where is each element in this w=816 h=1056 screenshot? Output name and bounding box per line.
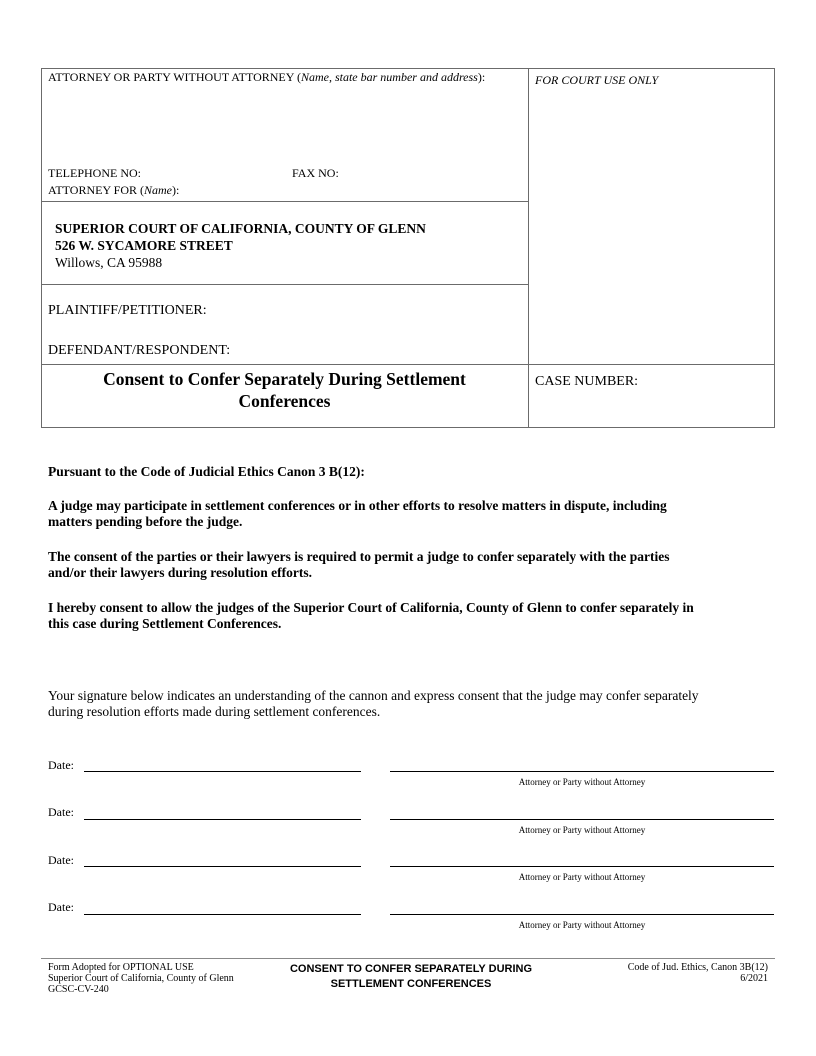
court-name: SUPERIOR COURT OF CALIFORNIA, COUNTY OF GLENN [55, 221, 426, 236]
form-title: Consent to Confer Separately During Settlement Conferences [103, 369, 466, 411]
fax-label: FAX NO: [292, 166, 339, 180]
signature-caption: Attorney or Party without Attorney [518, 920, 646, 930]
date-label: Date: [48, 900, 74, 914]
signature-caption: Attorney or Party without Attorney [518, 872, 646, 882]
defendant-label: DEFENDANT/RESPONDENT: [48, 343, 231, 358]
attorney-label: ATTORNEY OR PARTY WITHOUT ATTORNEY (Name, state bar number and address): [48, 70, 486, 84]
signature-field[interactable] [390, 771, 774, 772]
date-label: Date: [48, 805, 74, 819]
court-city: Willows, CA 95988 [55, 255, 163, 270]
footer-form-title: CONSENT TO CONFER SEPARATELY DURING SETTLEMENT CONFERENCES [289, 963, 533, 990]
footer-rule [41, 958, 775, 959]
signature-field[interactable] [390, 866, 774, 867]
attorney-for-label: ATTORNEY FOR (Name): [48, 183, 180, 197]
divider-title [41, 364, 775, 365]
case-number-label: CASE NUMBER: [535, 374, 639, 389]
date-field[interactable] [84, 771, 361, 772]
paragraph-consent-required: The consent of the parties or their lawyers is required to permit a judge to confer separately with the parties and/or their lawyers during resolution efforts. [48, 549, 670, 580]
court-street: 526 W. SYCAMORE STREET [55, 238, 233, 253]
date-label: Date: [48, 758, 74, 772]
date-label: Date: [48, 853, 74, 867]
footer-right: Code of Jud. Ethics, Canon 3B(12) 6/2021 [627, 962, 768, 984]
date-field[interactable] [84, 914, 361, 915]
caption-divider [528, 68, 529, 428]
divider-court [41, 201, 528, 202]
plaintiff-label: PLAINTIFF/PETITIONER: [48, 303, 207, 318]
date-field[interactable] [84, 819, 361, 820]
signature-caption: Attorney or Party without Attorney [518, 825, 646, 835]
court-use-label: FOR COURT USE ONLY [535, 73, 659, 87]
signature-note: Your signature below indicates an understanding of the cannon and express consent that the judge may confer separately during resolution efforts made during settlement conferences. [48, 688, 699, 719]
divider-parties [41, 284, 528, 285]
footer-left: Form Adopted for OPTIONAL USE Superior Court of California, County of Glenn GCSC-CV-240 [48, 962, 234, 995]
pursuant-heading: Pursuant to the Code of Judicial Ethics Canon 3 B(12): [48, 464, 365, 479]
signature-field[interactable] [390, 819, 774, 820]
signature-caption: Attorney or Party without Attorney [518, 777, 646, 787]
date-field[interactable] [84, 866, 361, 867]
paragraph-judge-participation: A judge may participate in settlement conferences or in other efforts to resolve matters in dispute, including matters pending before the judge. [48, 498, 667, 529]
paragraph-hereby-consent: I hereby consent to allow the judges of the Superior Court of California, County of Glenn to confer separately in this case during Settlement Conferences. [48, 600, 694, 631]
signature-field[interactable] [390, 914, 774, 915]
telephone-label: TELEPHONE NO: [48, 166, 141, 180]
